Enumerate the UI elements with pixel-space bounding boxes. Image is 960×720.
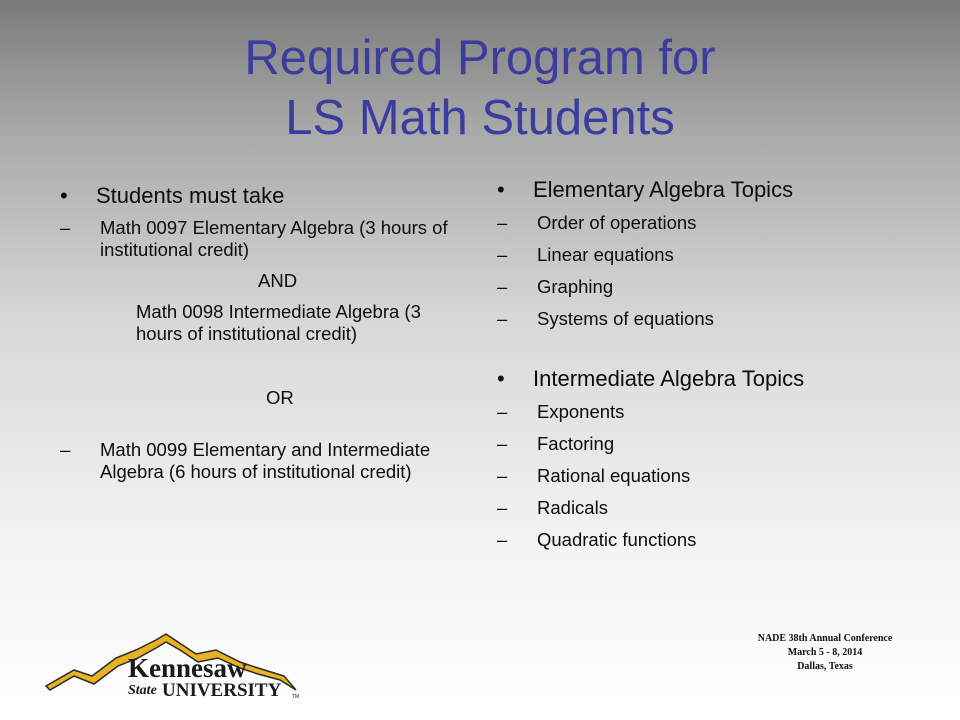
footer-line1: NADE 38th Annual Conference bbox=[757, 633, 893, 644]
topic-text: Factoring bbox=[537, 433, 615, 454]
logo-word-kennesaw: Kennesaw bbox=[128, 653, 247, 683]
topic-text: Graphing bbox=[537, 276, 614, 297]
dash-icon: – bbox=[497, 212, 508, 233]
bullet-elementary-topics bbox=[497, 176, 937, 204]
bullet-students-must-take bbox=[60, 182, 460, 210]
bullet-dot-icon: • bbox=[497, 366, 505, 391]
dash-icon: – bbox=[497, 497, 508, 518]
topic-item bbox=[497, 497, 937, 519]
topic-item bbox=[497, 244, 937, 266]
topic-item bbox=[497, 308, 937, 330]
course-text: Math 0099 Elementary and Intermediate Algebra (6 hours of institutional credit) bbox=[100, 439, 431, 482]
topic-text: Rational equations bbox=[537, 465, 691, 486]
slide-title-line2: LS Math Students bbox=[285, 91, 675, 145]
logo-word-state: State bbox=[128, 683, 157, 698]
dash-icon: – bbox=[60, 217, 71, 238]
course-item-0098: Math 0098 Intermediate Algebra (3 hours of institutional credit) bbox=[136, 301, 421, 344]
course-item-0099 bbox=[60, 439, 460, 483]
dash-icon: – bbox=[60, 439, 71, 460]
dash-icon: – bbox=[497, 529, 508, 550]
conference-footer bbox=[690, 632, 960, 674]
topic-text: Linear equations bbox=[537, 244, 674, 265]
topic-text: Systems of equations bbox=[537, 308, 714, 329]
footer-line2: March 5 - 8, 2014 bbox=[787, 647, 863, 658]
slide-title bbox=[0, 28, 960, 148]
and-label: AND bbox=[258, 270, 298, 291]
slide-title-line1: Required Program for bbox=[244, 31, 716, 85]
topic-item bbox=[497, 529, 937, 551]
logo-word-university: UNIVERSITY bbox=[162, 680, 282, 701]
bullet-text: Elementary Algebra Topics bbox=[533, 177, 794, 202]
dash-icon: – bbox=[497, 433, 508, 454]
logo-tm: TM bbox=[292, 694, 300, 700]
logo-graphic bbox=[44, 632, 306, 704]
bullet-dot-icon: • bbox=[497, 177, 505, 202]
dash-icon: – bbox=[497, 401, 508, 422]
topic-text: Order of operations bbox=[537, 212, 697, 233]
topic-item bbox=[497, 401, 937, 423]
dash-icon: – bbox=[497, 308, 508, 329]
topic-item bbox=[497, 212, 937, 234]
course-item-0097 bbox=[60, 217, 460, 261]
course-text: Math 0097 Elementary Algebra (3 hours of institutional credit) bbox=[100, 217, 448, 260]
bullet-text: Intermediate Algebra Topics bbox=[533, 366, 805, 391]
topic-text: Quadratic functions bbox=[537, 529, 697, 550]
topic-item bbox=[497, 433, 937, 455]
dash-icon: – bbox=[497, 276, 508, 297]
topic-text: Exponents bbox=[537, 401, 625, 422]
bullet-text: Students must take bbox=[96, 183, 285, 208]
topic-item bbox=[497, 276, 937, 298]
topic-text: Radicals bbox=[537, 497, 608, 518]
left-column bbox=[60, 182, 460, 483]
dash-icon: – bbox=[497, 465, 508, 486]
dash-icon: – bbox=[497, 244, 508, 265]
footer-line3: Dallas, Texas bbox=[797, 661, 853, 672]
bullet-intermediate-topics bbox=[497, 365, 937, 393]
kennesaw-state-logo bbox=[44, 632, 306, 704]
bullet-dot-icon: • bbox=[60, 183, 68, 208]
or-label: OR bbox=[266, 387, 294, 408]
topic-item bbox=[497, 465, 937, 487]
right-column bbox=[497, 176, 937, 551]
